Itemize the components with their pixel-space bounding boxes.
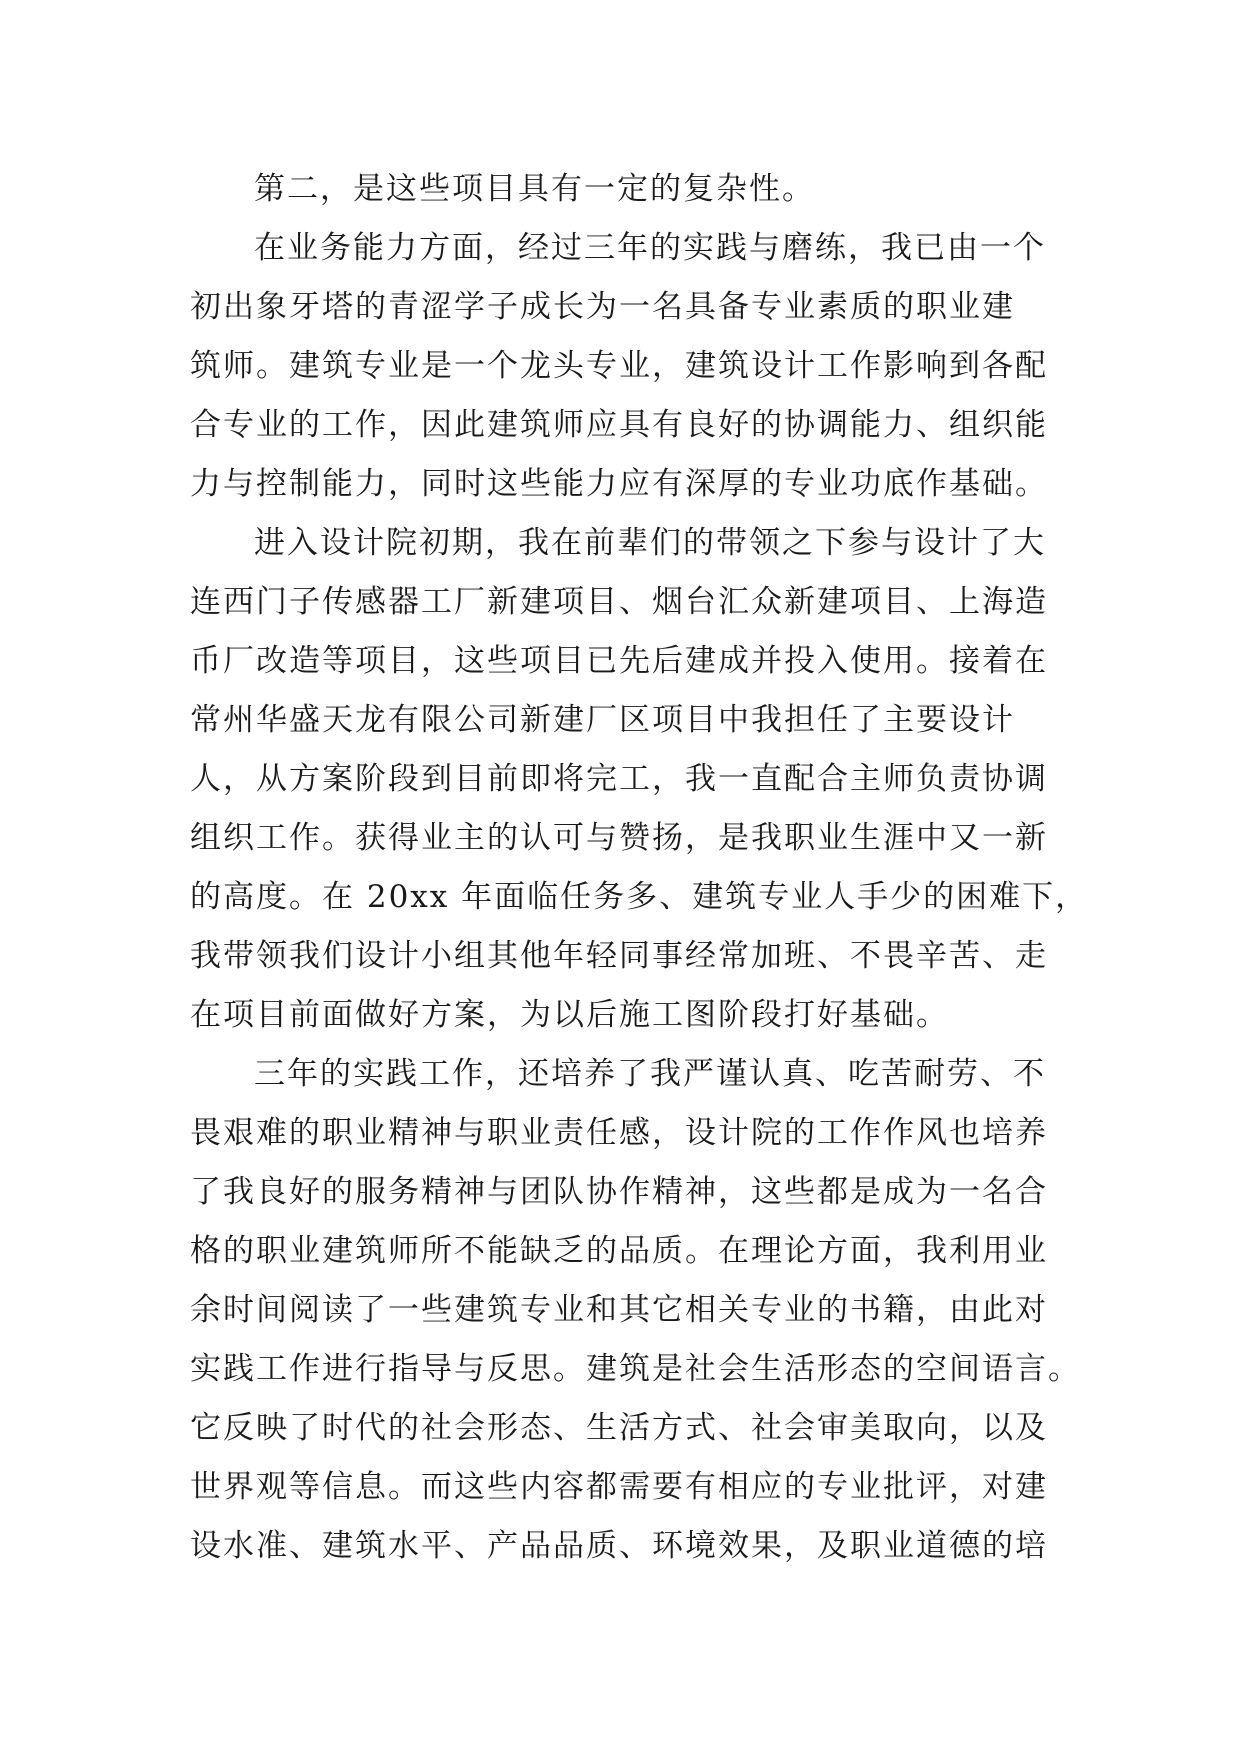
paragraph-line: 合专业的工作，因此建筑师应具有良好的协调能力、组织能 [190, 407, 1048, 443]
paragraph-line: 的高度。在 20xx 年面临任务多、建筑专业人手少的困难下， [190, 879, 1089, 915]
paragraph-line: 畏艰难的职业精神与职业责任感，设计院的工作作风也培养 [190, 1115, 1048, 1151]
paragraph-line: 在项目前面做好方案，为以后施工图阶段打好基础。 [190, 997, 949, 1033]
paragraph-line: 组织工作。获得业主的认可与赞扬，是我职业生涯中又一新 [190, 820, 1048, 856]
paragraph-line: 它反映了时代的社会形态、生活方式、社会审美取向，以及 [190, 1410, 1048, 1446]
paragraph-line: 我带领我们设计小组其他年轻同事经常加班、不畏辛苦、走 [190, 938, 1048, 974]
paragraph-line: 了我良好的服务精神与团队协作精神，这些都是成为一名合 [190, 1174, 1048, 1210]
paragraph-line: 连西门子传感器工厂新建项目、烟台汇众新建项目、上海造 [190, 584, 1048, 620]
document-body [190, 160, 1089, 1576]
paragraph-line: 在业务能力方面，经过三年的实践与磨练，我已由一个 [254, 230, 1046, 266]
paragraph-line: 筑师。建筑专业是一个龙头专业，建筑设计工作影响到各配 [190, 348, 1048, 384]
paragraph-line: 世界观等信息。而这些内容都需要有相应的专业批评，对建 [190, 1469, 1048, 1505]
paragraph-line: 常州华盛天龙有限公司新建厂区项目中我担任了主要设计 [190, 702, 1015, 738]
paragraph-line: 设水准、建筑水平、产品品质、环境效果，及职业道德的培 [190, 1528, 1048, 1564]
paragraph-line: 初出象牙塔的青涩学子成长为一名具备专业素质的职业建 [190, 289, 1015, 325]
paragraph-line: 力与控制能力，同时这些能力应有深厚的专业功底作基础。 [190, 466, 1048, 502]
paragraph-line: 格的职业建筑师所不能缺乏的品质。在理论方面，我利用业 [190, 1233, 1048, 1269]
paragraph-line: 币厂改造等项目，这些项目已先后建成并投入使用。接着在 [190, 643, 1048, 679]
paragraph-line: 实践工作进行指导与反思。建筑是社会生活形态的空间语言。 [190, 1351, 1081, 1387]
paragraph-line: 人，从方案阶段到目前即将完工，我一直配合主师负责协调 [190, 761, 1048, 797]
paragraph-line: 进入设计院初期，我在前辈们的带领之下参与设计了大 [254, 525, 1046, 561]
paragraph-line: 三年的实践工作，还培养了我严谨认真、吃苦耐劳、不 [254, 1056, 1046, 1092]
paragraph-line: 余时间阅读了一些建筑专业和其它相关专业的书籍，由此对 [190, 1292, 1048, 1328]
paragraph-line: 第二，是这些项目具有一定的复杂性。 [254, 171, 815, 207]
